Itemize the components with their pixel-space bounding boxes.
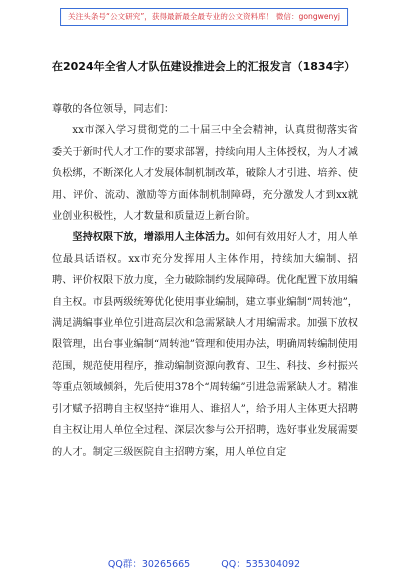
salutation: 尊敬的各位领导，同志们：	[52, 104, 175, 115]
promo-banner-text: 关注头条号“公文研究”，获得最新最全最专业的公文资料库！ 微信：gongwenyj	[68, 12, 340, 21]
paragraph-2-text: 如何有效用好人才，用人单位最具话语权。xx市充分发挥用人主体作用，持续加大编制、招聘、评价权限下放力度，全力破除制约发展障碍。优化配置下放用编自主权。市县两级统筹优化使用事业编制，建立事业编制“周转池”，满足满编事业单位引进高层次和急需紧缺人才用编需求。加强下放权限管理，出台事业编制“周转池”管理和使用办法，明确周转编制使用范围，规范使用程序，推动编制资源向教育、卫生、科技、乡村振兴等重点领域倾斜，先后使用378个“周转编”引进急需紧缺人才。精准引才赋予招聘自主权坚持“谁用人、谁招人”，给予用人主体更大招聘自主权让用人单位全过程、深层次参与公开招聘，选好事业发展需要的人才。制定三级医院自主招聘方案，用人单位自定	[52, 232, 359, 458]
qq-contact-number: QQ：535304092	[221, 559, 301, 570]
document-title: 在2024年全省人才队伍建设推进会上的汇报发言（1834字）	[52, 60, 356, 73]
document-body	[52, 99, 358, 463]
paragraph-2	[52, 227, 358, 462]
qq-group-number: QQ群：30265665	[107, 559, 191, 570]
paragraph-2-lead: 坚持权限下放，增添用人主体活力。	[72, 232, 236, 244]
promo-banner	[60, 8, 348, 26]
footer-contacts	[0, 556, 408, 570]
paragraph-1: xx市深入学习贯彻党的二十届三中全会精神，认真贯彻落实省委关于新时代人才工作的要求部署，持续向用人主体授权，为人才减负松绑，不断深化人才发展体制机制改革，破除人才引进、培养、使用、评价、流动、激励等方面体制机制障碍，充分激发人才到xx就业创业积极性，人才数量和质量迈上新台阶。	[52, 125, 358, 223]
